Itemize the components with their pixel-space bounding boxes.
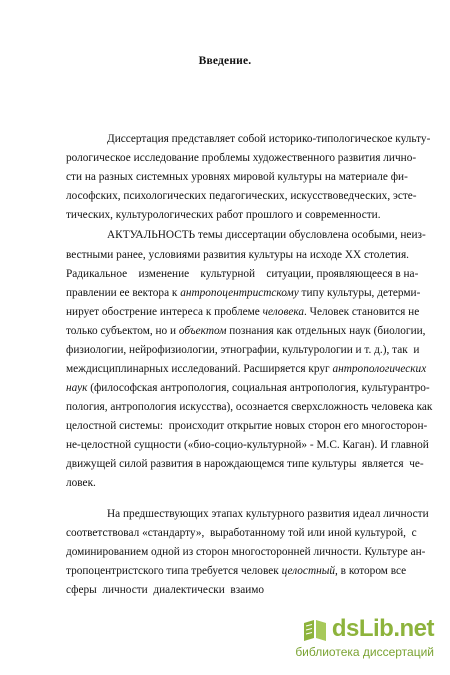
emphasis-text: наук	[66, 382, 88, 394]
text-line	[66, 325, 426, 338]
text-line	[66, 401, 433, 414]
text-segment: , в котором все	[335, 565, 407, 577]
emphasis-text: объектом	[178, 325, 227, 337]
text-line	[66, 209, 415, 222]
text-line	[66, 152, 415, 165]
text-line	[66, 565, 415, 578]
watermark-subtitle: библиотека диссертаций	[295, 645, 434, 659]
text-segment: физиологии, нейрофизиологии, этнографии, культурологии и т. д.), так и	[66, 344, 420, 356]
text-line	[66, 344, 420, 357]
text-line	[66, 382, 430, 395]
text-line	[66, 268, 419, 281]
text-segment: Диссертация представляет собой историко-типологическое культу-	[107, 133, 431, 145]
section-title: Введение.	[198, 55, 252, 67]
text-segment: тропоцентристского типа требуется человек	[66, 565, 282, 577]
text-segment: доминированием одной из сторон многосторонней личности. Культуре ан-	[66, 546, 426, 558]
emphasis-text: антропоцентристскому	[180, 287, 299, 299]
text-segment: нирует обострение интереса к проблеме	[66, 306, 263, 318]
text-segment: целостной системы: происходит открытие новых сторон его многосторон-	[66, 420, 428, 432]
text-segment: междисциплинарных исследований. Расширяется круг	[66, 363, 333, 375]
text-segment: На предшествующих этапах культурного развития идеал личности	[107, 508, 429, 520]
text-line	[107, 508, 429, 521]
emphasis-text: антропологических	[332, 363, 427, 375]
text-segment: вестными ранее, условиями развития культуры на исходе XX столетия.	[66, 249, 409, 261]
text-segment: рологическое исследование проблемы художественного развития лично-	[66, 152, 417, 164]
text-segment: типу культуры, детерми-	[298, 287, 421, 299]
emphasis-text: человека	[262, 306, 305, 318]
text-line	[66, 439, 429, 452]
book-icon	[301, 615, 329, 643]
text-line	[107, 229, 426, 242]
text-line	[107, 133, 431, 146]
text-segment: только субъектом, но и	[66, 325, 179, 337]
dslib-watermark	[261, 607, 436, 665]
text-segment: движущей силой развития в нарождающемся типе культуры является че-	[66, 458, 424, 470]
watermark-brand: dsLib.net	[331, 615, 434, 642]
text-line	[66, 363, 427, 376]
text-line	[66, 287, 421, 300]
text-segment: лософских, психологических педагогических, искусствоведческих, эсте-	[66, 190, 417, 202]
text-segment: пология, антропология искусства), осознается сверхсложность человека как	[66, 401, 433, 413]
text-segment: сферы личности диалектически взаимо	[66, 584, 265, 596]
text-segment: (философская антропология, социальная антропология, культурантро-	[87, 382, 430, 394]
watermark-logo	[301, 607, 434, 643]
text-line	[66, 306, 420, 319]
text-segment: . Человек становится не	[304, 306, 420, 318]
text-segment: познания как отдельных наук (биологии,	[226, 325, 426, 337]
text-segment: соответствовал «стандарту», выработанному той или иной культурой, с	[66, 527, 417, 539]
text-segment: правлении ее вектора к	[66, 287, 181, 299]
text-segment: Радикальное изменение культурной ситуации, проявляющееся в на-	[66, 268, 419, 280]
text-line	[66, 477, 415, 490]
text-line	[66, 249, 415, 262]
text-segment: ловек.	[66, 477, 96, 489]
text-line	[66, 458, 424, 471]
emphasis-text: целостный	[281, 565, 336, 577]
text-segment: сти на разных системных уровнях мировой культуры на материале фи-	[66, 171, 408, 183]
text-line	[66, 584, 346, 597]
text-line	[66, 527, 415, 540]
text-segment: АКТУАЛЬНОСТЬ темы диссертации обусловлена особыми, неиз-	[107, 229, 426, 241]
text-line	[66, 546, 426, 559]
text-segment: тических, культурологических работ прошлого и современности.	[66, 209, 381, 221]
text-line	[66, 420, 428, 433]
text-line	[66, 171, 415, 184]
text-line	[66, 190, 415, 203]
text-segment: не-целостной сущности («био-социо-культурной» - М.С. Каган). И главной	[66, 439, 429, 451]
